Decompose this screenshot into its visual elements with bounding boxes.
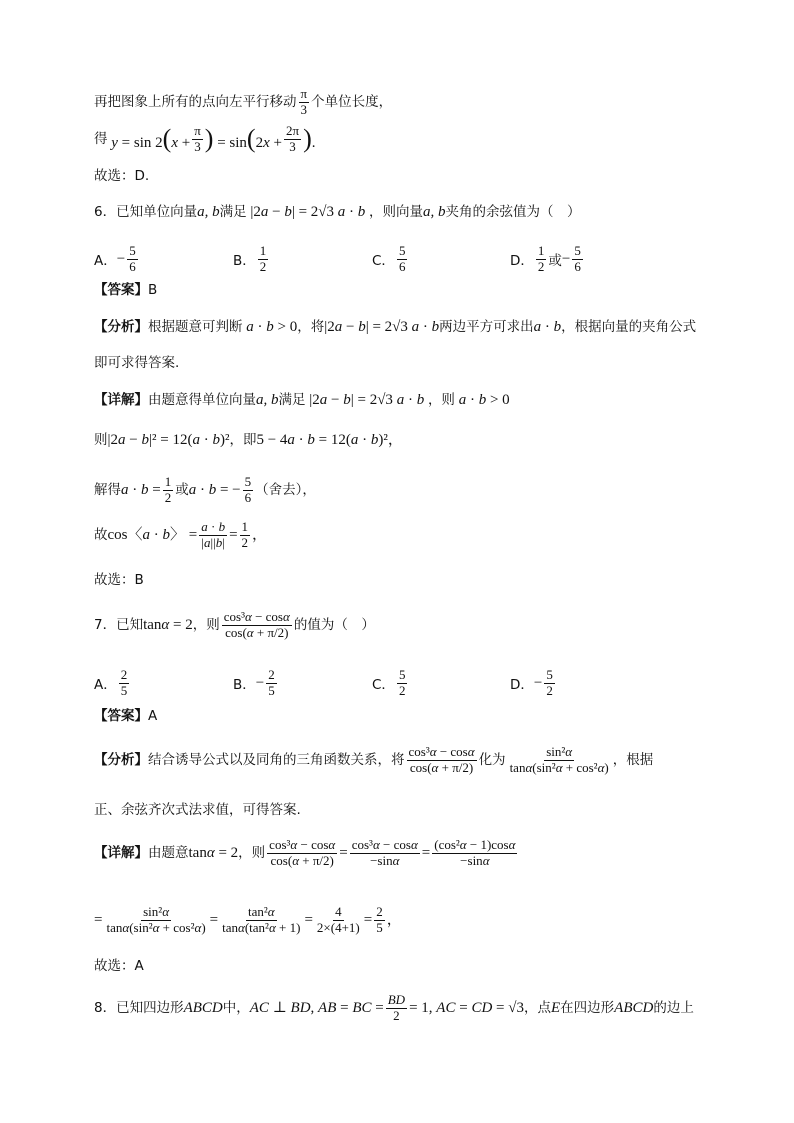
text-segment: 根据题意可判断 xyxy=(148,318,243,335)
math-formula: = xyxy=(304,911,313,928)
text-line-3 xyxy=(94,170,149,184)
fraction: $\frac{\text{sin²α}}{\text{tanα(sin²α + cos²α)}}$ xyxy=(509,744,609,775)
option-a xyxy=(94,244,140,275)
text-line-2 xyxy=(94,124,315,155)
question-6 xyxy=(94,205,581,220)
text-segment: ，根据 xyxy=(612,751,654,768)
option-b xyxy=(233,244,270,275)
math-formula: ABCD xyxy=(614,999,654,1016)
analysis-7-line2 xyxy=(94,804,301,818)
fraction: $\frac{2}{5}$ xyxy=(120,667,128,698)
math-formula: ， xyxy=(252,526,268,543)
answer-7 xyxy=(94,710,157,724)
text-segment: 满足 xyxy=(219,203,247,220)
math-formula: tanα = 2 xyxy=(188,844,239,861)
detail-6-line3 xyxy=(94,475,316,506)
math-formula: a, b xyxy=(197,204,220,220)
fraction-pi-over-3: $\frac{\pi}{3}$ xyxy=(300,86,308,117)
math-formula: AC ⊥ BD, AB = BC = xyxy=(249,999,384,1016)
text-segment: （舍去）， xyxy=(255,481,316,498)
math-formula: − xyxy=(255,674,265,691)
option-b-7 xyxy=(233,668,279,699)
fraction: $\frac{\text{sin²α}}{\text{tanα(sin²α + cos²α)}}$ xyxy=(106,904,206,935)
fraction: $\frac{\text{cos³α − cosα}}{\cos(\alpha + \pi/2)}$ xyxy=(269,837,336,868)
text-segment: 6．已知单位向量 xyxy=(94,203,198,220)
detail-6-line2 xyxy=(94,433,403,448)
fraction: $\frac{5}{6}$ xyxy=(574,243,581,274)
math-formula: y = sin 2(x + xyxy=(111,124,191,154)
text-line-1 xyxy=(94,87,392,118)
fraction: $\frac{1}{2}$ xyxy=(164,474,172,505)
math-formula: = xyxy=(339,844,348,861)
text-segment: 在四边形 xyxy=(560,999,615,1016)
detail-6-line4 xyxy=(94,520,267,551)
math-formula: = xyxy=(421,844,431,861)
math-formula: = xyxy=(229,526,238,543)
math-formula: a · b xyxy=(533,319,562,335)
text-segment: ，点 xyxy=(523,999,551,1016)
option-d-7 xyxy=(510,668,557,699)
text-segment: 由题意得单位向量 xyxy=(148,391,256,408)
fraction: $\frac{\pi}{3}$ xyxy=(194,123,201,154)
analysis-6-line2 xyxy=(94,357,179,371)
math-formula: a · b > 0 xyxy=(458,392,510,408)
text-segment: 或 xyxy=(548,253,562,270)
fraction: $\frac{a \cdot b}{|a||b|}$ xyxy=(201,519,226,550)
analysis-tag: 【分析】 xyxy=(94,751,148,768)
fraction: $\frac{2}{5}$ xyxy=(376,904,383,935)
text-segment: ，则向量 xyxy=(369,203,424,220)
fraction: $\frac{5}{2}$ xyxy=(546,667,553,698)
math-formula: ， xyxy=(386,911,402,928)
math-formula: |2a − b| = 2√3 a · b xyxy=(246,204,366,220)
math-formula: |2a − b| = 2√3 a · b xyxy=(305,392,425,408)
math-formula: a, b xyxy=(256,392,279,408)
fraction: $\frac{5}{6}$ xyxy=(129,243,136,274)
math-formula: − xyxy=(561,250,571,267)
math-formula: = xyxy=(363,911,373,928)
answer-value: B xyxy=(148,282,158,298)
answer-tag: 【答案】 xyxy=(94,282,148,298)
option-label: B． xyxy=(233,677,256,694)
math-formula: a · b > 0 xyxy=(246,319,298,335)
option-label: A． xyxy=(94,677,117,694)
fraction: $\frac{5}{6}$ xyxy=(398,243,406,274)
detail-7 xyxy=(94,838,519,869)
analysis-tag: 【分析】 xyxy=(94,318,148,335)
fraction: $\frac{2}{5}$ xyxy=(268,667,275,698)
option-c-7 xyxy=(372,668,409,699)
detail-6 xyxy=(94,393,510,408)
text-segment: 故选：A xyxy=(94,958,144,974)
detail-7-line2 xyxy=(94,905,402,936)
text-segment: 故选：B xyxy=(94,572,144,588)
text-segment: 两边平方可求出 xyxy=(439,318,534,335)
text-segment: ，则 xyxy=(238,844,266,861)
fraction: $\frac{BD}{2}$ xyxy=(387,992,406,1023)
text-segment: ，将 xyxy=(297,318,325,335)
analysis-7 xyxy=(94,745,653,776)
text-segment: 故 xyxy=(94,526,108,543)
text-segment: 即可求得答案. xyxy=(94,355,180,371)
answer-6 xyxy=(94,284,157,298)
text-segment: 的值为（ ） xyxy=(293,616,375,633)
fraction: $\frac{1}{2}$ xyxy=(259,243,267,274)
option-d xyxy=(510,244,585,275)
fraction: $\frac{1}{2}$ xyxy=(537,243,545,274)
math-formula: = xyxy=(209,911,219,928)
option-label: B． xyxy=(233,253,256,270)
text-segment: 正、余弦齐次式法求值，可得答案. xyxy=(94,802,301,818)
text-segment: 化为 xyxy=(478,751,506,768)
math-formula: a, b xyxy=(423,204,446,220)
math-formula: ). xyxy=(303,124,316,154)
fraction: $\frac{\text{cos³α − cosα}}{-\sin\alpha}$ xyxy=(351,837,418,868)
math-formula: |2a − b|² = 12(a · b)² xyxy=(107,432,230,448)
detail-tag: 【详解】 xyxy=(94,391,148,408)
math-formula: ) = sin(2x + xyxy=(204,124,282,154)
math-formula: E xyxy=(550,999,561,1016)
text-segment: ，根据向量的夹角公式 xyxy=(561,318,697,335)
option-a-7 xyxy=(94,668,131,699)
text-segment: 由题意 xyxy=(148,844,189,861)
math-formula: a · b = − xyxy=(188,481,241,498)
math-formula: cos〈a · b〉 = xyxy=(107,526,198,543)
text-segment: 夹角的余弦值为（ ） xyxy=(445,203,581,220)
text-segment: 或 xyxy=(175,481,189,498)
fraction: $\frac{1}{2}$ xyxy=(241,519,249,550)
math-formula: = xyxy=(94,911,103,928)
fraction: $\frac{\text{tan²α}}{\text{tanα(tan²α + 1)}}$ xyxy=(222,904,301,935)
fraction: $\frac{\text{cos³α − cosα}}{\cos(\alpha + \pi/2)}$ xyxy=(223,609,290,640)
text-segment: ，则 xyxy=(427,391,455,408)
math-formula: − xyxy=(116,250,126,267)
option-c xyxy=(372,244,409,275)
text-segment: 中， xyxy=(222,999,250,1016)
math-formula: = 1, AC = CD = √3 xyxy=(409,999,524,1016)
pick-7 xyxy=(94,960,144,974)
text-segment: 再把图象上所有的点向左平行移动 xyxy=(94,93,297,110)
text-segment: 7．已知 xyxy=(94,616,144,633)
math-formula: − xyxy=(533,674,543,691)
text-segment: 的边上 xyxy=(653,999,694,1016)
option-label: C． xyxy=(372,677,395,694)
option-label: C． xyxy=(372,253,395,270)
detail-tag: 【详解】 xyxy=(94,844,148,861)
text-segment: 个单位长度， xyxy=(311,93,393,110)
text-segment: 满足 xyxy=(278,391,306,408)
option-label: D． xyxy=(510,677,534,694)
text-segment: 则 xyxy=(94,431,108,448)
math-formula: 5 − 4a · b = 12(a · b)²， xyxy=(256,432,403,448)
fraction: $\frac{\text{cos³α − cosα}}{\cos(\alpha + \pi/2)}$ xyxy=(408,744,475,775)
math-formula: tanα = 2 xyxy=(143,616,193,633)
text-segment: 得 xyxy=(94,130,108,147)
text-segment: 结合诱导公式以及同角的三角函数关系，将 xyxy=(148,751,405,768)
text-segment: 故选：D. xyxy=(94,168,150,184)
answer-value: A xyxy=(148,708,158,724)
text-segment: 解得 xyxy=(94,481,121,498)
pick-6 xyxy=(94,574,144,588)
option-label: D． xyxy=(510,253,534,270)
fraction: $\frac{\text{(cos²α − 1)cosα}}{-\sin\alpha}$ xyxy=(434,837,516,868)
text-segment: 8．已知四边形 xyxy=(94,999,184,1016)
fraction: $\frac{2\pi}{3}$ xyxy=(285,123,300,154)
fraction: $\frac{5}{2}$ xyxy=(398,667,406,698)
text-segment: ，即 xyxy=(229,431,257,448)
math-formula: ABCD xyxy=(183,999,223,1016)
text-segment: ，则 xyxy=(192,616,220,633)
answer-tag: 【答案】 xyxy=(94,708,148,724)
question-8 xyxy=(94,993,694,1024)
fraction: $\frac{4}{2\times(4+1)}$ xyxy=(316,904,360,935)
math-formula: a · b = xyxy=(121,481,161,498)
fraction: $\frac{5}{6}$ xyxy=(244,474,252,505)
option-label: A． xyxy=(94,253,117,270)
question-7 xyxy=(94,610,375,641)
math-formula: |2a − b| = 2√3 a · b xyxy=(324,319,440,335)
analysis-6 xyxy=(94,320,696,335)
